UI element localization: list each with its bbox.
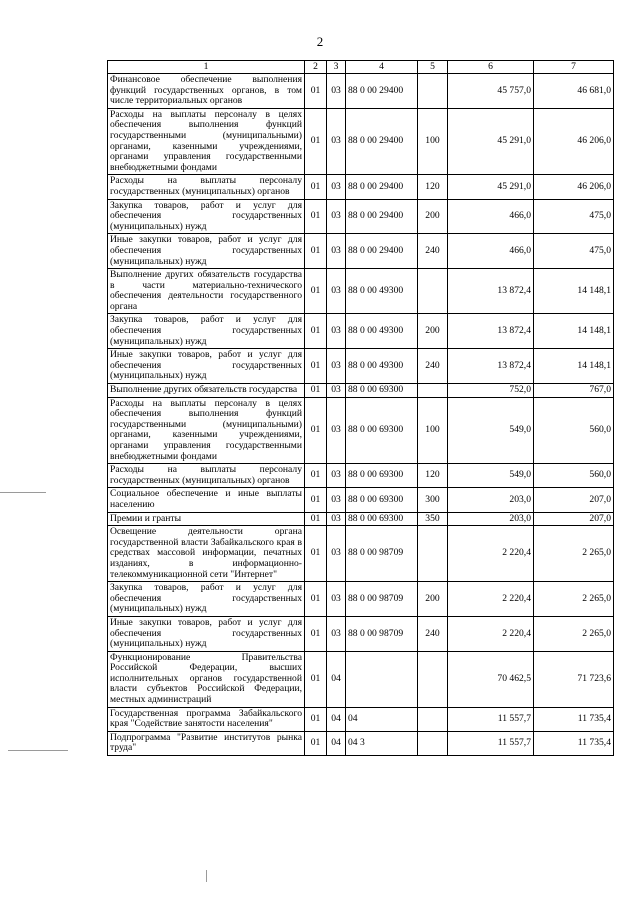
table-row [108,314,614,349]
cell-target-article: 88 0 00 69300 [346,464,418,488]
table-row [108,175,614,199]
cell-amount-year-1: 466,0 [448,199,534,234]
cell-section: 01 [305,349,327,384]
table-row [108,384,614,398]
cell-section: 01 [305,269,327,314]
table-header-row [108,61,614,74]
cell-amount-year-1: 549,0 [448,464,534,488]
cell-amount-year-1: 70 462,5 [448,651,534,707]
cell-expense-type: 200 [418,199,448,234]
cell-amount-year-2: 207,0 [534,512,614,526]
cell-subsection: 03 [327,234,346,269]
cell-target-article: 88 0 00 69300 [346,488,418,512]
cell-section: 01 [305,108,327,175]
cell-expense-type: 300 [418,488,448,512]
cell-amount-year-1: 45 757,0 [448,74,534,109]
cell-amount-year-1: 11 557,7 [448,731,534,755]
table-body [108,74,614,756]
cell-section: 01 [305,199,327,234]
cell-section: 01 [305,707,327,731]
cell-subsection: 03 [327,269,346,314]
cell-amount-year-1: 45 291,0 [448,108,534,175]
table-row [108,199,614,234]
cell-target-article: 88 0 00 49300 [346,269,418,314]
cell-expense-type [418,707,448,731]
cell-section: 01 [305,464,327,488]
cell-amount-year-1: 549,0 [448,397,534,464]
cell-name: Расходы на выплаты персоналу в целях обеспечения выполнения функций государственными (муниципальными) органами, казенными учреждениями, органами управления государственными внебюджетными фондами [108,108,305,175]
cell-amount-year-2: 767,0 [534,384,614,398]
cell-amount-year-1: 466,0 [448,234,534,269]
cell-name: Расходы на выплаты персоналу государственных (муниципальных) органов [108,175,305,199]
cell-section: 01 [305,397,327,464]
cell-amount-year-2: 46 206,0 [534,108,614,175]
cell-amount-year-2: 14 148,1 [534,269,614,314]
cell-name: Закупка товаров, работ и услуг для обеспечения государственных (муниципальных) нужд [108,314,305,349]
cell-amount-year-1: 13 872,4 [448,269,534,314]
cell-amount-year-1: 752,0 [448,384,534,398]
cell-amount-year-2: 11 735,4 [534,731,614,755]
cell-amount-year-1: 45 291,0 [448,175,534,199]
cell-name: Выполнение других обязательств государства в части материально-технического обеспечения деятельности государственного органа [108,269,305,314]
page-number: 2 [316,34,324,49]
cell-target-article: 88 0 00 98709 [346,526,418,582]
cell-target-article: 88 0 00 69300 [346,397,418,464]
cell-expense-type: 350 [418,512,448,526]
cell-expense-type: 240 [418,616,448,651]
cell-name: Закупка товаров, работ и услуг для обеспечения государственных (муниципальных) нужд [108,199,305,234]
header-col-2: 2 [305,61,327,74]
table-row [108,488,614,512]
cell-name: Выполнение других обязательств государства [108,384,305,398]
cell-target-article [346,651,418,707]
cell-subsection: 04 [327,731,346,755]
cell-amount-year-2: 475,0 [534,199,614,234]
table-row [108,616,614,651]
cell-target-article: 04 3 [346,731,418,755]
cell-amount-year-1: 13 872,4 [448,314,534,349]
cell-name: Подпрограмма "Развитие институтов рынка труда" [108,731,305,755]
table-row [108,349,614,384]
table-row [108,108,614,175]
cell-subsection: 03 [327,616,346,651]
cell-subsection: 03 [327,582,346,617]
header-col-3: 3 [327,61,346,74]
cell-amount-year-2: 46 681,0 [534,74,614,109]
cell-expense-type: 120 [418,175,448,199]
table-row [108,582,614,617]
cell-section: 01 [305,74,327,109]
cell-subsection: 03 [327,349,346,384]
scan-mark-bottom-left [8,750,68,751]
cell-target-article: 88 0 00 29400 [346,199,418,234]
cell-subsection: 03 [327,74,346,109]
table-row [108,526,614,582]
cell-amount-year-2: 475,0 [534,234,614,269]
cell-name: Премии и гранты [108,512,305,526]
cell-section: 01 [305,384,327,398]
cell-name: Иные закупки товаров, работ и услуг для обеспечения государственных (муниципальных) нужд [108,349,305,384]
cell-amount-year-2: 46 206,0 [534,175,614,199]
cell-amount-year-1: 203,0 [448,512,534,526]
cell-section: 01 [305,526,327,582]
cell-section: 01 [305,616,327,651]
header-col-1: 1 [108,61,305,74]
cell-target-article: 88 0 00 98709 [346,616,418,651]
cell-subsection: 03 [327,397,346,464]
cell-target-article: 04 [346,707,418,731]
table-row [108,397,614,464]
cell-amount-year-2: 560,0 [534,464,614,488]
cell-expense-type [418,651,448,707]
cell-name: Социальное обеспечение и иные выплаты населению [108,488,305,512]
header-col-4: 4 [346,61,418,74]
cell-subsection: 03 [327,512,346,526]
cell-subsection: 03 [327,175,346,199]
cell-target-article: 88 0 00 49300 [346,314,418,349]
cell-amount-year-2: 71 723,6 [534,651,614,707]
cell-expense-type [418,384,448,398]
cell-section: 01 [305,234,327,269]
cell-expense-type: 100 [418,108,448,175]
scan-tick-bottom [206,870,207,882]
cell-subsection: 04 [327,707,346,731]
cell-name: Расходы на выплаты персоналу в целях обеспечения выполнения функций государственными (муниципальными) органами, казенными учреждениями, органами управления государственными внебюджетными фондами [108,397,305,464]
cell-section: 01 [305,512,327,526]
cell-expense-type: 240 [418,349,448,384]
table-row [108,731,614,755]
cell-amount-year-2: 14 148,1 [534,349,614,384]
cell-amount-year-1: 2 220,4 [448,616,534,651]
cell-name: Иные закупки товаров, работ и услуг для обеспечения государственных (муниципальных) нужд [108,616,305,651]
cell-expense-type [418,731,448,755]
cell-target-article: 88 0 00 69300 [346,512,418,526]
cell-expense-type [418,269,448,314]
cell-amount-year-2: 2 265,0 [534,582,614,617]
cell-name: Закупка товаров, работ и услуг для обеспечения государственных (муниципальных) нужд [108,582,305,617]
cell-expense-type: 100 [418,397,448,464]
table-row [108,74,614,109]
cell-amount-year-1: 13 872,4 [448,349,534,384]
cell-expense-type: 120 [418,464,448,488]
cell-name: Расходы на выплаты персоналу государственных (муниципальных) органов [108,464,305,488]
header-col-6: 6 [448,61,534,74]
cell-section: 01 [305,488,327,512]
scan-mark-left [0,492,46,493]
cell-amount-year-2: 560,0 [534,397,614,464]
cell-target-article: 88 0 00 29400 [346,108,418,175]
cell-name: Иные закупки товаров, работ и услуг для обеспечения государственных (муниципальных) нужд [108,234,305,269]
cell-name: Государственная программа Забайкальского края "Содействие занятости населения" [108,707,305,731]
cell-subsection: 03 [327,526,346,582]
cell-section: 01 [305,314,327,349]
header-col-5: 5 [418,61,448,74]
table-row [108,512,614,526]
table-row [108,234,614,269]
cell-amount-year-2: 2 265,0 [534,616,614,651]
cell-expense-type: 200 [418,314,448,349]
cell-amount-year-1: 203,0 [448,488,534,512]
cell-amount-year-2: 207,0 [534,488,614,512]
cell-expense-type [418,526,448,582]
cell-name: Освещение деятельности органа государственной власти Забайкальского края в средствах массовой информации, печатных изданиях, в информационно-телекоммуникационной сети "Интернет" [108,526,305,582]
cell-section: 01 [305,731,327,755]
cell-target-article: 88 0 00 29400 [346,175,418,199]
cell-subsection: 03 [327,199,346,234]
cell-target-article: 88 0 00 29400 [346,234,418,269]
cell-target-article: 88 0 00 49300 [346,349,418,384]
cell-subsection: 03 [327,384,346,398]
cell-amount-year-1: 2 220,4 [448,526,534,582]
cell-section: 01 [305,582,327,617]
cell-subsection: 03 [327,464,346,488]
cell-subsection: 03 [327,108,346,175]
table-row [108,464,614,488]
cell-section: 01 [305,651,327,707]
cell-expense-type: 240 [418,234,448,269]
header-col-7: 7 [534,61,614,74]
budget-table [107,60,614,756]
cell-subsection: 03 [327,314,346,349]
table-row [108,651,614,707]
cell-name: Функционирование Правительства Российской Федерации, высших исполнительных органов государственной власти субъектов Российской Федерации, местных администраций [108,651,305,707]
cell-target-article: 88 0 00 98709 [346,582,418,617]
cell-name: Финансовое обеспечение выполнения функций государственных органов, в том числе территориальных органов [108,74,305,109]
cell-amount-year-2: 11 735,4 [534,707,614,731]
cell-expense-type: 200 [418,582,448,617]
cell-amount-year-1: 11 557,7 [448,707,534,731]
table-row [108,707,614,731]
cell-target-article: 88 0 00 29400 [346,74,418,109]
table-row [108,269,614,314]
cell-subsection: 03 [327,488,346,512]
cell-amount-year-1: 2 220,4 [448,582,534,617]
cell-amount-year-2: 14 148,1 [534,314,614,349]
cell-section: 01 [305,175,327,199]
cell-expense-type [418,74,448,109]
cell-target-article: 88 0 00 69300 [346,384,418,398]
cell-amount-year-2: 2 265,0 [534,526,614,582]
cell-subsection: 04 [327,651,346,707]
